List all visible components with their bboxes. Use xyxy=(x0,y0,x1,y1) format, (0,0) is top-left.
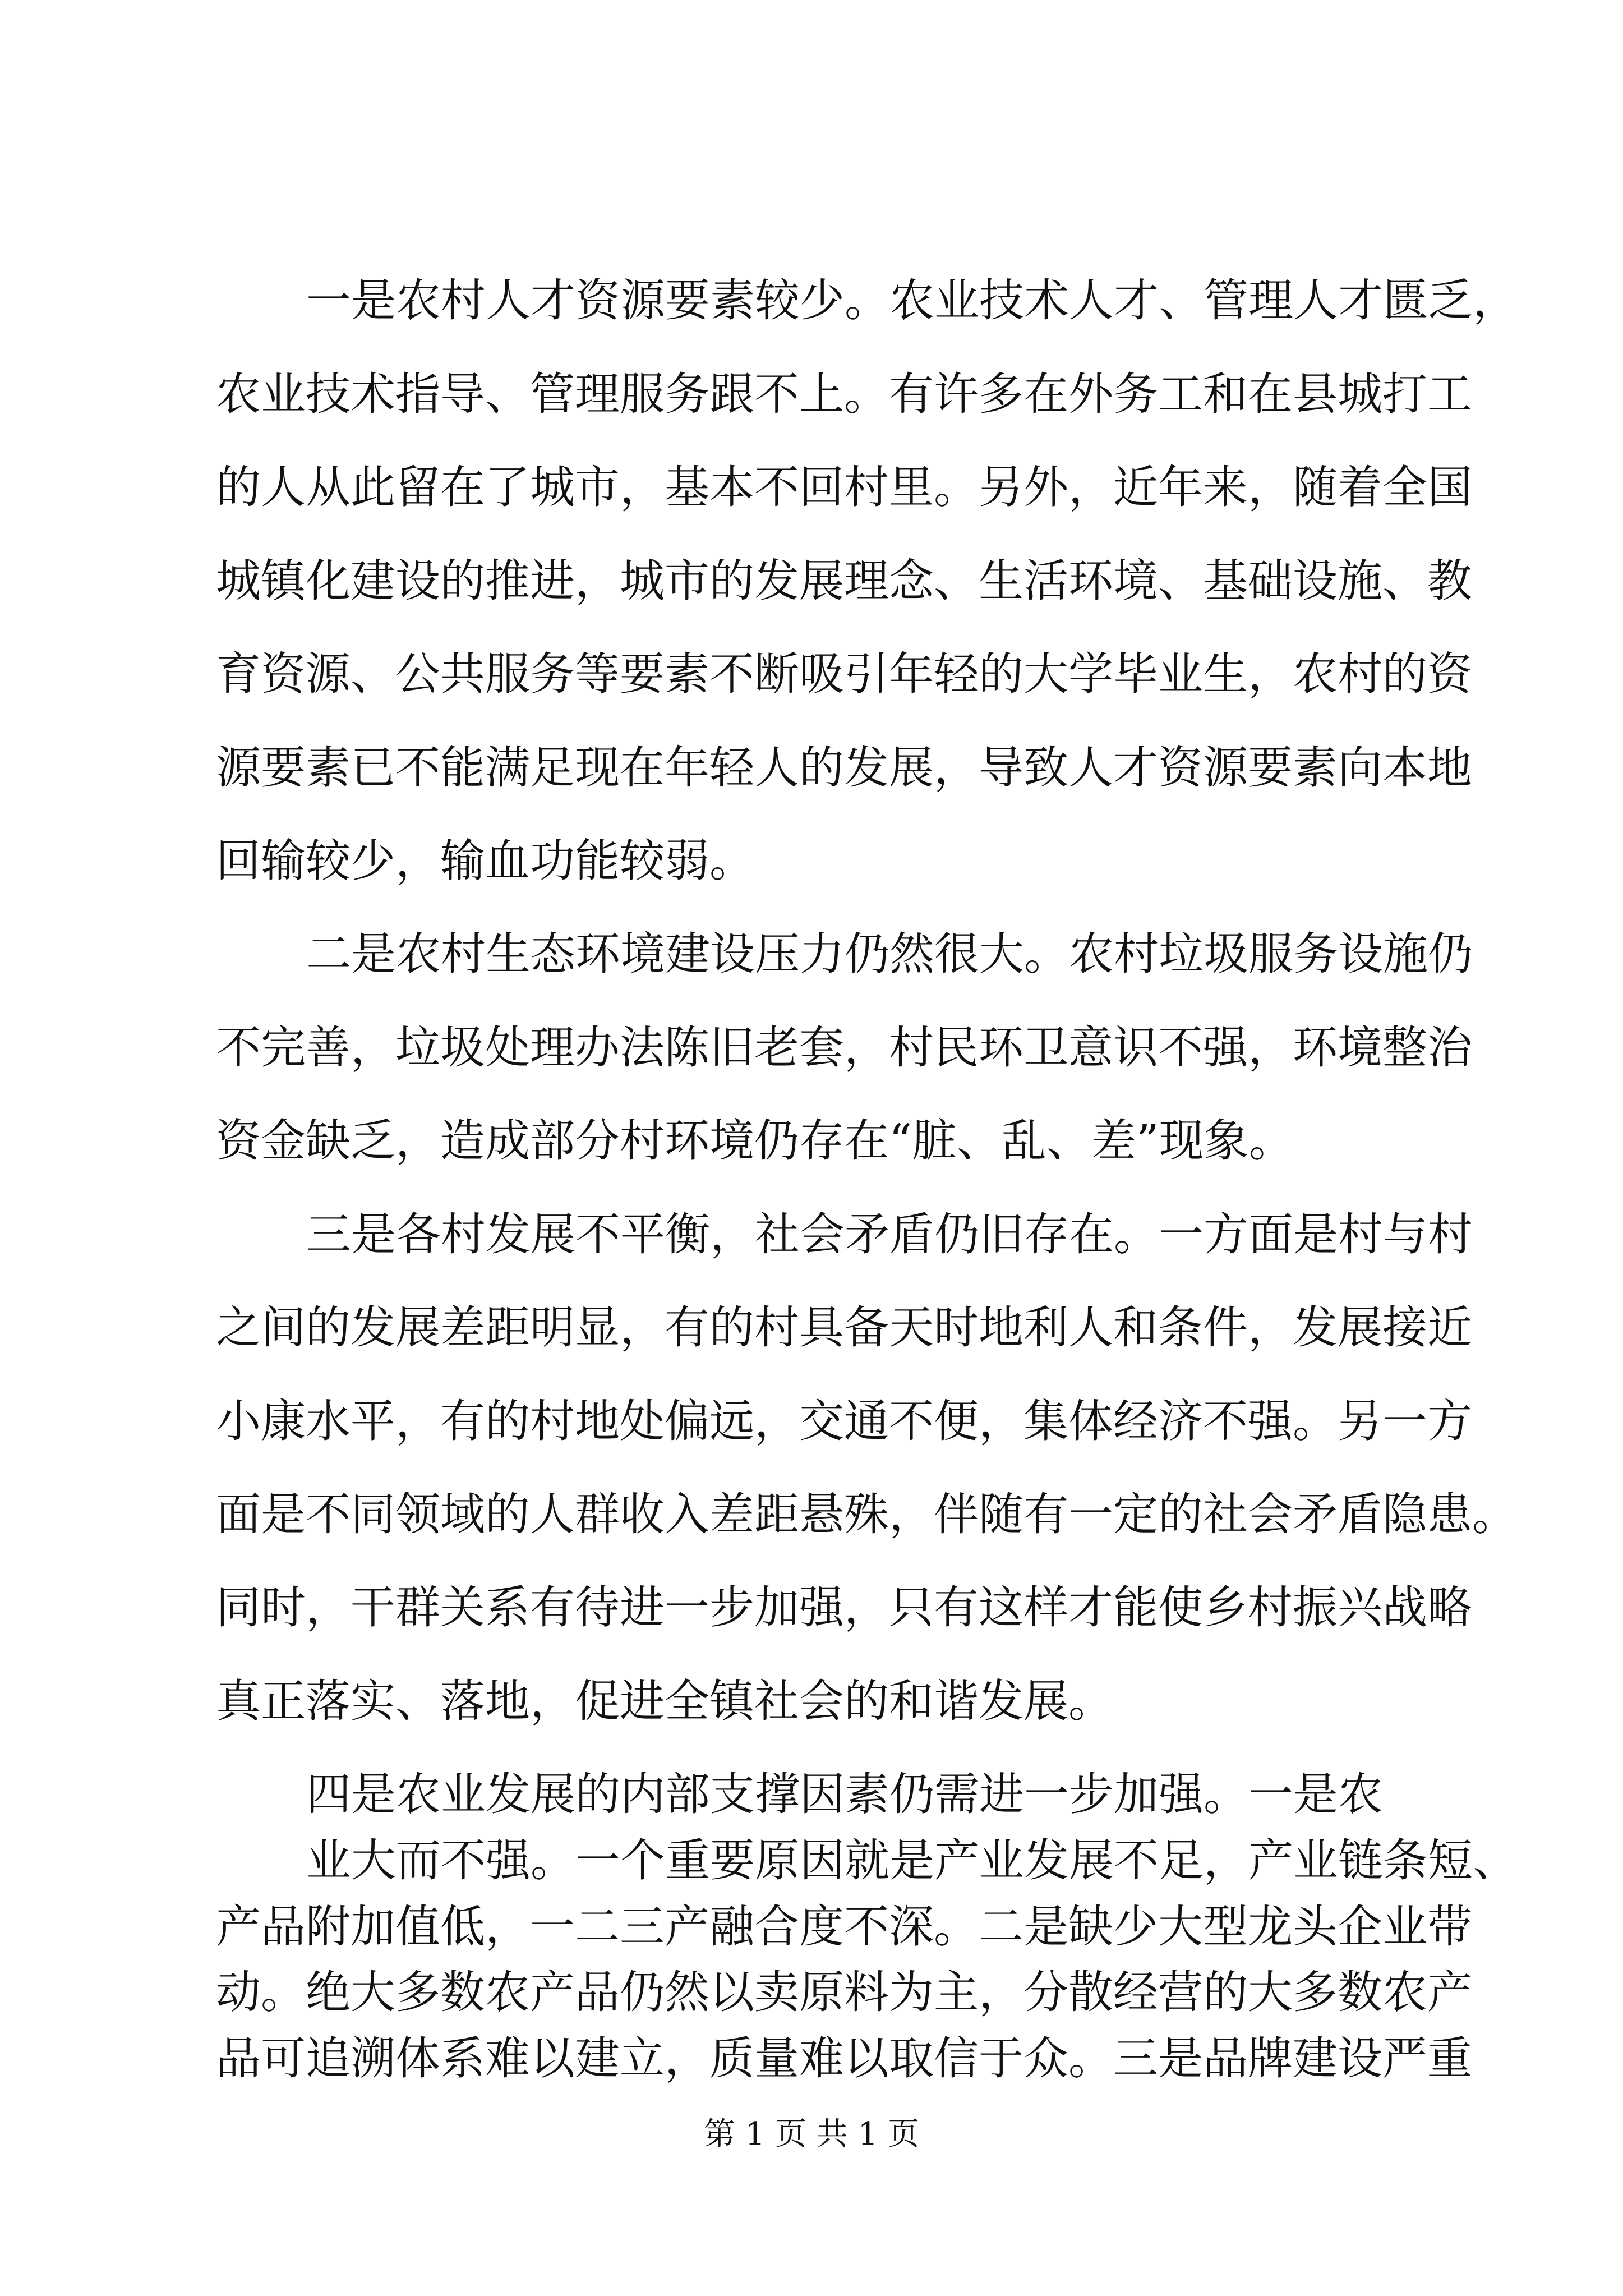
text-line: 四是农业发展的内部支撑因素仍需进一步加强。一是农 xyxy=(306,1768,1383,1820)
text-line: 不完善，垃圾处理办法陈旧老套，村民环卫意识不强，环境整治 xyxy=(216,1022,1472,1074)
text-line: 二是农村生态环境建设压力仍然很大。农村垃圾服务设施仍 xyxy=(306,928,1473,980)
text-line: 面是不同领域的人群收入差距悬殊，伴随有一定的社会矛盾隐患。 xyxy=(216,1488,1517,1540)
text-line: 的人从此留在了城市，基本不回村里。另外，近年来，随着全国 xyxy=(216,461,1472,513)
text-line: 源要素已不能满足现在年轻人的发展，导致人才资源要素向本地 xyxy=(216,742,1472,794)
text-line: 品可追溯体系难以建立，质量难以取信于众。三是品牌建设严重 xyxy=(216,2032,1472,2085)
text-line: 同时，干群关系有待进一步加强，只有这样才能使乡村振兴战略 xyxy=(216,1581,1472,1634)
text-line: 农业技术指导、管理服务跟不上。有许多在外务工和在县城打工 xyxy=(216,368,1472,420)
text-line: 三是各村发展不平衡，社会矛盾仍旧存在。一方面是村与村 xyxy=(306,1208,1473,1260)
text-line: 动。绝大多数农产品仍然以卖原料为主，分散经营的大多数农产 xyxy=(216,1966,1472,2019)
text-line: 之间的发展差距明显，有的村具备天时地利人和条件，发展接近 xyxy=(216,1301,1472,1354)
text-line: 业大而不强。一个重要原因就是产业发展不足，产业链条短、 xyxy=(306,1834,1518,1887)
text-line: 回输较少，输血功能较弱。 xyxy=(216,835,754,887)
page-footer: 第 1 页 共 1 页 xyxy=(703,2116,920,2152)
text-line: 真正落实、落地，促进全镇社会的和谐发展。 xyxy=(216,1675,1113,1727)
text-line: 城镇化建设的推进，城市的发展理念、生活环境、基础设施、教 xyxy=(216,555,1472,607)
text-line: 小康水平，有的村地处偏远，交通不便，集体经济不强。另一方 xyxy=(216,1395,1472,1447)
text-line: 资金缺乏，造成部分村环境仍存在“脏、乱、差”现象。 xyxy=(216,1115,1294,1167)
text-line: 产品附加值低，一二三产融合度不深。二是缺少大型龙头企业带 xyxy=(216,1900,1472,1953)
text-line: 一是农村人才资源要素较少。农业技术人才、管理人才匮乏， xyxy=(306,274,1518,326)
text-line: 育资源、公共服务等要素不断吸引年轻的大学毕业生，农村的资 xyxy=(216,648,1472,700)
